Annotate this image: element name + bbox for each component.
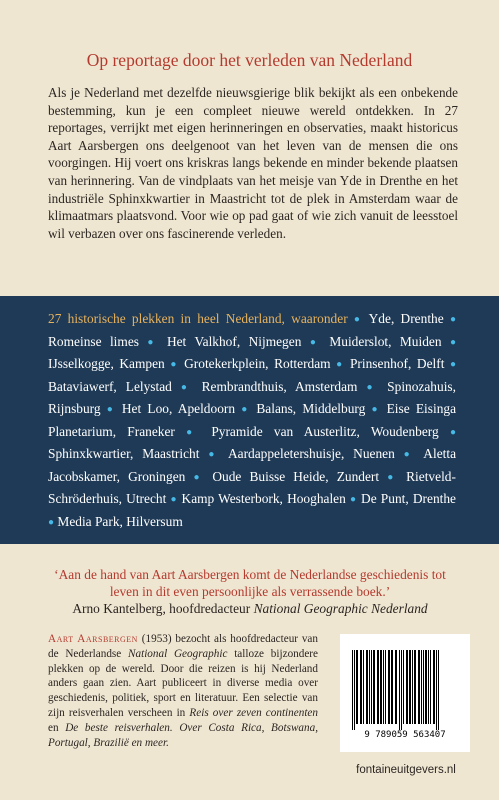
- bullet-icon: ●: [336, 359, 345, 370]
- bullet-icon: ●: [371, 404, 381, 415]
- barcode-bar: [366, 650, 368, 724]
- intro-paragraph: Als je Nederland met dezelfde nieuwsgierige blik bekijkt als een onbekende bestemming, kun je een compleet nieuwe wereld ontdekken. In 27 reportages, verrijkt met eigen herinneringen en observaties, maakt historicus Aart Aarsbergen ons deelgenoot van het leven van de mensen die ons voorgingen. Hij voert ons kriskras langs bekende en minder bekende plaatsen van herinnering. Van de vindplaats van het meisje van Yde in Drenthe en het industriële Sphinxkwartier in Maastricht tot de plek in Amsterdam waar de klimaatmars plaatsvond. Voor wie op pad gaat of wie zich vanuit de leesstoel wil verbazen over ons fascinerende verleden.: [48, 85, 458, 241]
- place-item: De Punt, Drenthe: [361, 491, 456, 506]
- place-item: Balans, Middelburg: [256, 401, 366, 416]
- quote-author: [72, 601, 427, 616]
- bio-text-1: (1953) bezocht als hoofdredacteur van de Nederlandse: [48, 633, 318, 660]
- bio-magazine: National Geographic: [128, 647, 228, 660]
- bullet-icon: ●: [387, 471, 398, 483]
- barcode-bar: [401, 650, 402, 730]
- barcode-bar: [356, 650, 358, 724]
- barcode-bar: [354, 650, 355, 730]
- bio-book-2: De beste reisverhalen. Over Costa Rica, Botswana, Portugal, Brazilië en meer.: [48, 721, 318, 749]
- barcode-bar: [418, 650, 420, 724]
- place-item: Grotekerkplein, Rotterdam: [184, 356, 331, 371]
- place-item: Aletta Jacobskamer, Groningen: [48, 446, 457, 484]
- barcode-bar: [360, 650, 362, 724]
- bullet-icon: ●: [147, 336, 159, 348]
- publisher-url: fontaineuitgevers.nl: [356, 764, 456, 776]
- barcode-bar: [388, 650, 390, 724]
- places-list: [48, 308, 456, 533]
- description-section: [0, 0, 499, 296]
- author-bio: [48, 632, 318, 750]
- bullet-icon: ●: [309, 336, 321, 348]
- bullet-icon: ●: [353, 314, 363, 325]
- quote-author-publication: National Geographic Nederland: [253, 601, 428, 616]
- author-name: Aart Aarsbergen: [48, 633, 138, 645]
- barcode-bar: [391, 650, 393, 724]
- barcode-bar: [380, 650, 382, 724]
- bullet-icon: ●: [449, 336, 457, 348]
- places-lead: 27 historische plekken in heel Nederland, waaronder: [48, 311, 348, 326]
- bio-text-2: talloze bijzondere plekken op de wereld. Door die reizen is hij Nederland anders gaan zien. Aart publiceert in diverse media over geschiedenis, politiek, sport en literatuur. Een selectie van zijn reisverhalen verscheen in: [48, 647, 319, 719]
- barcode-bar: [423, 650, 424, 724]
- bullet-icon: ●: [449, 314, 456, 325]
- bullet-icon: ●: [350, 494, 357, 505]
- barcode-bar: [363, 650, 364, 724]
- place-item: IJsselkogge, Kampen: [48, 356, 165, 371]
- barcode-bar: [409, 650, 411, 724]
- barcode-bar: [395, 650, 397, 724]
- bullet-icon: ●: [241, 404, 251, 415]
- quote-text: ‘Aan de hand van Aart Aarsbergen komt de Nederlandse geschiedenis tot leven in dit even persoonlijke als verrassende boek.’: [54, 567, 446, 599]
- barcode-bar: [425, 650, 427, 724]
- place-item: Pyramide van Austerlitz, Woudenberg: [211, 423, 439, 439]
- barcode-bar: [352, 650, 353, 730]
- place-item: Eise Eisinga Planetarium, Franeker: [48, 401, 457, 439]
- barcode: [340, 634, 470, 752]
- barcode-bar: [373, 650, 375, 724]
- bullet-icon: ●: [208, 449, 220, 460]
- place-item: Romeinse limes: [48, 333, 139, 349]
- place-item: Oude Buisse Heide, Zundert: [212, 468, 380, 484]
- bullet-icon: ●: [186, 426, 201, 438]
- place-item: Spinozahuis, Rijnsburg: [48, 378, 456, 416]
- bullet-icon: ●: [170, 359, 179, 370]
- barcode-bar: [433, 650, 435, 724]
- place-item: Media Park, Hilversum: [57, 513, 183, 529]
- place-item: Rembrandthuis, Amsterdam: [201, 378, 358, 394]
- barcode-bar: [406, 650, 408, 724]
- bio-text-and: en: [48, 721, 66, 734]
- barcode-bar: [438, 650, 439, 730]
- barcode-bar: [403, 650, 404, 724]
- isbn-number: 9 789059 563407: [364, 730, 446, 740]
- barcode-bar: [399, 650, 400, 730]
- barcode-bar: [436, 650, 437, 730]
- bullet-icon: ●: [449, 359, 457, 370]
- barcode-bar: [430, 650, 431, 724]
- barcode-bar: [412, 650, 413, 724]
- barcode-bar: [414, 650, 416, 724]
- review-quote: [40, 566, 460, 617]
- bullet-icon: ●: [403, 449, 416, 460]
- barcode-bar: [385, 650, 386, 724]
- barcode-bar: [369, 650, 370, 724]
- barcode-bars: [352, 650, 458, 730]
- section-heading: Op reportage door het verleden van Nederland: [86, 50, 413, 70]
- place-item: Het Loo, Apeldoorn: [121, 401, 236, 416]
- bullet-icon: ●: [170, 494, 178, 505]
- place-item: Bataviawerf, Lelystad: [48, 378, 172, 394]
- bullet-icon: ●: [48, 516, 55, 528]
- barcode-bar: [377, 650, 379, 724]
- place-item: Yde, Drenthe: [368, 311, 444, 326]
- barcode-bar: [421, 650, 422, 724]
- bullet-icon: ●: [193, 471, 205, 483]
- quote-author-name: Arno Kantelberg, hoofdredacteur: [72, 601, 254, 616]
- place-item: Aardappeletershuisje, Nuenen: [227, 446, 395, 461]
- place-item: Muiderslot, Muiden: [329, 333, 442, 349]
- place-item: Sphinxkwartier, Maastricht: [48, 446, 200, 461]
- bullet-icon: ●: [366, 381, 379, 393]
- bullet-icon: ●: [180, 381, 193, 393]
- bullet-icon: ●: [106, 404, 116, 415]
- place-item: Prinsenhof, Delft: [349, 356, 445, 371]
- place-item: Rietveld-Schröderhuis, Utrecht: [48, 468, 456, 506]
- barcode-bar: [371, 650, 372, 724]
- barcode-bar: [383, 650, 384, 724]
- barcode-bar: [428, 650, 429, 724]
- place-item: Het Valkhof, Nijmegen: [166, 333, 302, 349]
- bio-book-1: Reis over zeven continenten: [189, 706, 318, 719]
- place-item: Kamp Westerbork, Hooghalen: [181, 491, 346, 506]
- places-band: [0, 296, 499, 544]
- bullet-icon: ●: [449, 426, 456, 438]
